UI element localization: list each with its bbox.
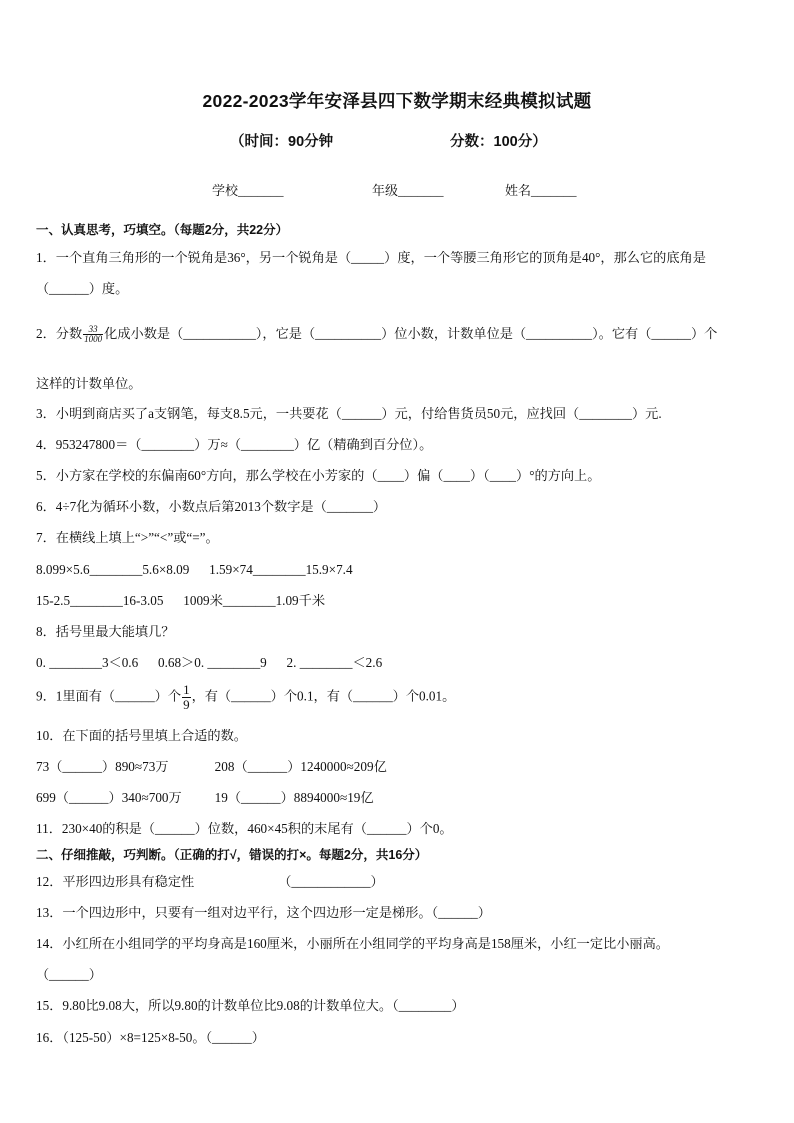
q4: 4．953247800＝（________）万≈（________）亿（精确到百分位）。: [36, 437, 433, 452]
q2-fraction: [83, 325, 103, 344]
q12-text: 12．平形四边形具有稳定性: [36, 874, 195, 889]
time-label: （时间：90分钟: [230, 134, 334, 150]
q9-frac-den: 9: [183, 697, 190, 712]
q6: 6．4÷7化为循环小数，小数点后第2013个数字是（_______）: [36, 499, 387, 514]
grade-field[interactable]: 年级_______: [372, 183, 444, 198]
q14-line1: 14．小红所在小组同学的平均身高是160厘米，小丽所在小组同学的平均身高是158厘米，小红一定比小丽高。: [36, 936, 669, 951]
school-field[interactable]: 学校_______: [212, 183, 284, 198]
q12-answer[interactable]: （____________）: [278, 874, 384, 889]
q5: 5．小方家在学校的东偏南60°方向，那么学校在小芳家的（____）偏（____）（____）°的方向上。: [36, 468, 601, 483]
q7-stem: 7．在横线上填上“>”“<”或“=”。: [36, 530, 219, 545]
q9-pre: 9．1里面有（______）个: [36, 688, 182, 704]
q1-line2: （______）度。: [36, 281, 129, 296]
q1-line1: 1．一个直角三角形的一个锐角是36°，另一个锐角是（_____）度，一个等腰三角形它的顶角是40°，那么它的底角是: [36, 250, 706, 265]
section-2-heading: 二、仔细推敲，巧判断。（正确的打√，错误的打×。每题2分，共16分）: [36, 848, 428, 862]
q2-post: 化成小数是（___________），它是（__________）位小数，计数单位是（__________）。它有（______）个: [104, 326, 718, 341]
q8-stem: 8．括号里最大能填几？: [36, 624, 175, 639]
score-label: 分数：100分）: [450, 134, 547, 150]
q10-row2: 699（______）340≈700万 19（______）8894000≈19亿: [36, 790, 374, 805]
q13: 13．一个四边形中，只要有一组对边平行，这个四边形一定是梯形。（______）: [36, 905, 491, 920]
q2-frac-den: 1000: [84, 334, 103, 345]
q8-row: 0. ________3＜0.6 0.68＞0. ________9 2. ________＜2.6: [36, 655, 383, 670]
q2-line1: [36, 325, 717, 344]
q12: [36, 873, 384, 891]
q9-fraction: [182, 683, 191, 712]
q3: 3．小明到商店买了a支钢笔，每支8.5元，一共要花（______）元，付给售货员50元，应找回（________）元.: [36, 406, 662, 421]
q7-row2: 15-2.5________16-3.05 1009米________1.09千米: [36, 593, 326, 608]
name-field[interactable]: 姓名_______: [505, 183, 577, 198]
q7-row1: 8.099×5.6________5.6×8.09 1.59×74________15.9×7.4: [36, 562, 353, 577]
q2-line2: 这样的计数单位。: [36, 376, 142, 391]
q10-stem: 10．在下面的括号里填上合适的数。: [36, 728, 247, 743]
q11: 11．230×40的积是（______）位数，460×45积的末尾有（______）个0。: [36, 821, 453, 836]
q15: 15．9.80比9.08大，所以9.80的计数单位比9.08的计数单位大。（________）: [36, 998, 465, 1013]
page-title: 2022-2023学年安泽县四下数学期末经典模拟试题: [202, 91, 592, 111]
q2-pre: 2．分数: [36, 326, 83, 341]
q14-line2: （______）: [36, 967, 102, 982]
q10-row1: 73（______）890≈73万 208（______）1240000≈209亿: [36, 759, 387, 774]
q2-frac-num: 33: [83, 325, 103, 335]
q9-post: ，有（______）个0.1，有（______）个0.01。: [191, 688, 456, 704]
q9: [36, 683, 455, 712]
section-1-heading: 一、认真思考，巧填空。（每题2分，共22分）: [36, 223, 289, 237]
q9-frac-num: 1: [183, 682, 190, 697]
q16: 16．（125-50）×8=125×8-50。（______）: [36, 1030, 265, 1045]
